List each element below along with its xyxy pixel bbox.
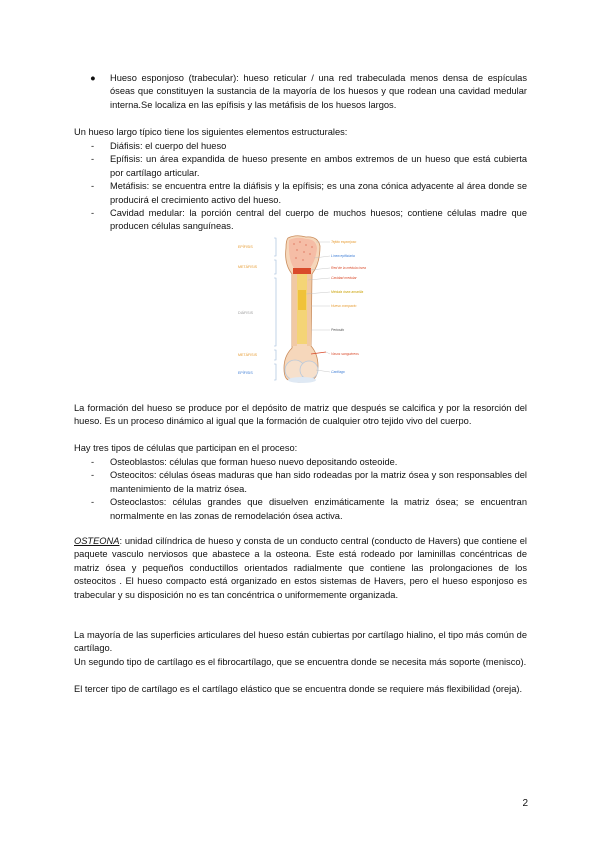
bullet-mark: ● (90, 73, 96, 83)
label-compact-bone: Hueso compacto (331, 304, 357, 308)
osteona-paragraph (74, 535, 527, 602)
label-red-marrow: Red de la médula ósea (331, 266, 366, 270)
cells-intro: Hay tres tipos de células que participan en el proceso: (74, 443, 298, 453)
label-epiphysis-bottom: EPÍFISIS (238, 371, 253, 375)
label-epiphysis-top: EPÍFISIS (238, 245, 253, 249)
spongy-bone-text: Hueso esponjoso (trabecular): hueso reticular / una red trabeculada menos densa de espículas óseas que constituyen la sustancia de la mayoría de los huesos y que rodean una cavidad medular interna.Se localiza en las epífisis y las metáfisis de los huesos largos. (110, 73, 527, 110)
label-yellow-marrow: Médula ósea amarilla (331, 290, 364, 294)
label-cartilage: Cartílago (331, 370, 345, 374)
list-item: - Metáfisis: se encuentra entre la diáfisis y la epífisis; es una zona cónica adyacente al área donde se producirá el crecimiento activo del hueso. (91, 181, 527, 205)
label-epiphyseal-line: Línea epifisiaria (331, 254, 355, 258)
label-diaphysis: DIÁFISIS (238, 311, 253, 315)
list-item: - Diáfisis: el cuerpo del hueso (91, 141, 227, 151)
structure-list (74, 140, 527, 234)
cartilage-paragraph-3: El tercer tipo de cartílago es el cartílago elástico que se encuentra donde se requiere más flexibilidad (oreja). (74, 684, 523, 694)
label-periosteum: Periostio (331, 328, 345, 332)
label-spongy-tissue: Tejido esponjoso (331, 240, 357, 244)
label-medullary-cavity: Cavidad medular (331, 276, 357, 280)
cells-list (74, 456, 527, 523)
osteona-text: : unidad cilíndrica de hueso y consta de un conducto central (conducto de Havers) que contiene el paquete vasculo nerviosos que abastece a la osteona. Este está rodeado por laminillas concéntricas de matriz ósea y pequeños conductillos orientados radialmente que contiene las prolongaciones de los osteocitos . El hueso compacto está organizado en estos sistemas de Havers, pero el hueso esponjoso es trabecular y su disposición no es tan concéntrica o uniformemente organizada. (74, 536, 527, 600)
page-number: 2 (522, 798, 528, 809)
list-item: - Osteocitos: células óseas maduras que han sido rodeadas por la matriz ósea y son responsables del mantenimiento de la matriz ósea. (91, 470, 527, 494)
label-blood-vessels: Vasos sanguíneos (331, 352, 359, 356)
cartilage-paragraph-2: Un segundo tipo de cartílago es el fibrocartílago, que se encuentra donde se necesita más soporte (menisco). (74, 657, 527, 667)
osteona-term: OSTEONA (74, 536, 120, 546)
list-item: - Osteoblastos: células que forman hueso nuevo depositando osteoide. (91, 457, 398, 467)
long-bone-diagram (234, 234, 368, 384)
spongy-bone-bullet (74, 72, 527, 112)
structure-intro: Un hueso largo típico tiene los siguientes elementos estructurales: (74, 127, 348, 137)
list-item: - Osteoclastos: células grandes que disuelven enzimáticamente la matriz ósea; se encuentran normalmente en las zonas de remodelación ósea activa. (91, 497, 527, 521)
long-bone-illustration (234, 234, 368, 384)
formation-paragraph: La formación del hueso se produce por el depósito de matriz que después se calcifica y por la resorción del hueso. Es un proceso dinámico al igual que la formación de cualquier otro tejido vivo del cuerpo. (74, 403, 527, 427)
cartilage-paragraph-1: La mayoría de las superficies articulares del hueso están cubiertas por cartílago hialino, el tipo más común de cartílago. (74, 630, 527, 654)
list-item: - Epífisis: un área expandida de hueso presente en ambos extremos de un hueso que está cubierta por cartílago articular. (91, 154, 527, 178)
label-metaphysis-bottom: METÁFISIS (238, 353, 257, 357)
list-item: - Cavidad medular: la porción central del cuerpo de muchos huesos; contiene células madre que producen células sanguíneas. (91, 208, 527, 232)
label-metaphysis-top: METÁFISIS (238, 265, 257, 269)
